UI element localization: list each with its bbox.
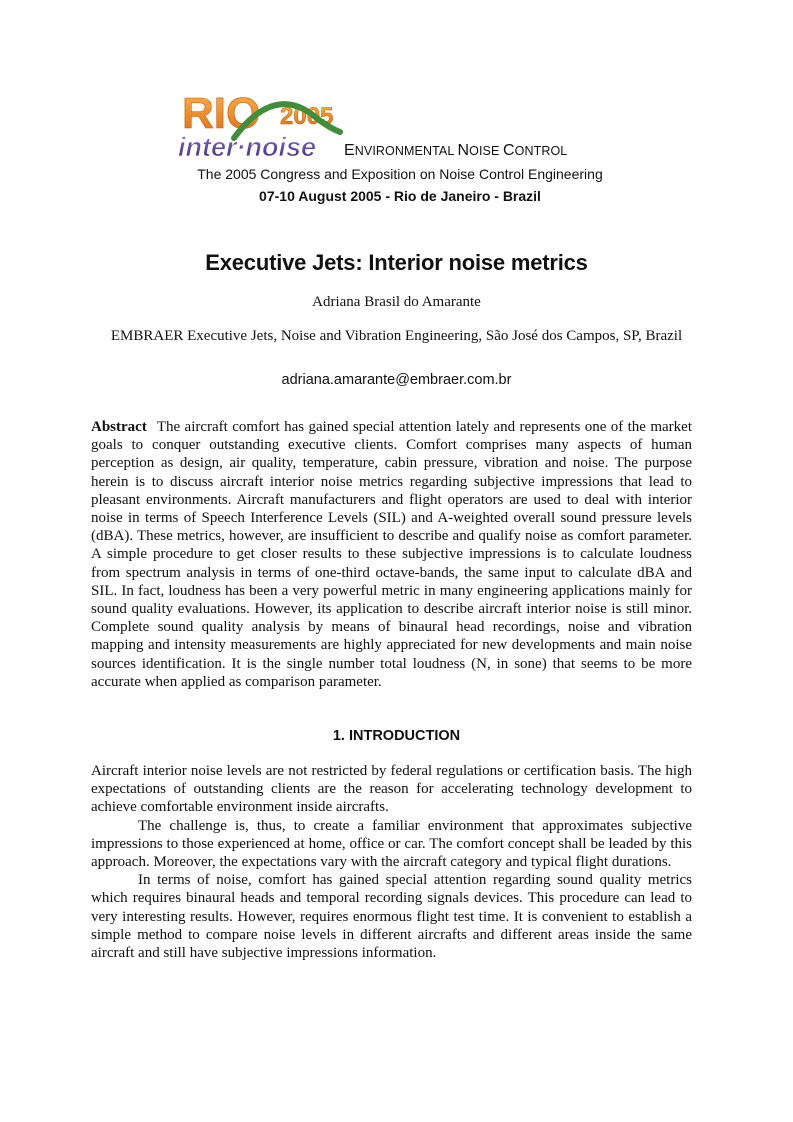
- intro-paragraph: Aircraft interior noise levels are not restricted by federal regulations or certification basis. The high expectations of outstanding clients are the reason for accelerating technology development to achieve comfortable environment inside aircrafts.: [91, 763, 692, 816]
- logo-year-text: 2005: [280, 103, 334, 130]
- section-heading-introduction: 1. INTRODUCTION: [332, 728, 461, 744]
- paper-affiliation: EMBRAER Executive Jets, Noise and Vibration Engineering, São José dos Campos, SP, Brazil: [110, 328, 683, 344]
- intro-paragraph: The challenge is, thus, to create a familiar environment that approximates subjective impressions to those experienced at home, office or car. The comfort concept shall be leaded by this approach. Moreover, the expectations vary with the aircraft category and typical flight durations.: [91, 817, 692, 871]
- conference-dates: 07-10 August 2005 - Rio de Janeiro - Brazil: [259, 188, 541, 204]
- paper-author: Adriana Brasil do Amarante: [312, 294, 481, 310]
- logo-rio-text: RIO: [182, 89, 261, 138]
- abstract-label: Abstract: [91, 419, 147, 435]
- intro-paragraph: In terms of noise, comfort has gained special attention regarding sound quality metrics which requires binaural heads and temporal recording signals devices. This procedure can lead to very interesting results. However, requires enormous flight test time. It is convenient to establish a simple method to compare noise levels in different aircrafts and different areas inside the same aircraft and still have subjective impressions information.: [91, 872, 692, 962]
- conference-name: [344, 142, 567, 160]
- conference-name-part: OISE: [469, 144, 503, 158]
- author-email[interactable]: adriana.amarante@embraer.com.br: [281, 372, 512, 388]
- conference-header: [170, 76, 630, 211]
- introduction-body: [91, 762, 692, 962]
- conference-name-part: C: [502, 142, 515, 159]
- paper-title: Executive Jets: Interior noise metrics: [205, 250, 588, 275]
- abstract-text: The aircraft comfort has gained special attention lately and represents one of the market goals to conquer outstanding executive clients. Comfort comprises many aspects of human perception as design, air quality, temperature, cabin pressure, vibration and noise. The purpose herein is to discuss aircraft interior noise metrics regarding subjective impressions that lead to pleasant environments. Aircraft manufacturers and flight operators are used to deal with interior noise in terms of Speech Interference Levels (SIL) and A-weighted overall sound pressure levels (dBA). These metrics, however, are insufficient to describe and qualify noise as comfort parameter. A simple procedure to get closer results to these subjective impressions is to calculate loudness from spectrum analysis in terms of one-third octave-bands, the same input to calculate dBA and SIL. In fact, loudness has been a very powerful metric in many engineering applications mainly for sound quality evaluations. However, its application to describe aircraft interior noise is still minor. Complete sound quality analysis by means of binaural head recordings, noise and vibration mapping and intensity measurements are highly appreciated for new developments and main noise sources identification. It is the single number total loudness (N, in sone) that seems to be more accurate when applied as comparison parameter.: [91, 419, 692, 690]
- conference-name-part: N: [457, 142, 470, 159]
- conference-name-part: E: [344, 142, 355, 159]
- conference-name-part: NVIRONMENTAL: [354, 144, 458, 158]
- conference-subtitle: The 2005 Congress and Exposition on Noise Control Engineering: [197, 166, 603, 182]
- conference-name-part: ONTROL: [514, 144, 568, 158]
- logo-internoise-text: inter·noise: [178, 132, 317, 160]
- internoise-logo-graphic: [174, 76, 344, 160]
- abstract-section: [91, 418, 692, 691]
- internoise-logo: [174, 76, 344, 160]
